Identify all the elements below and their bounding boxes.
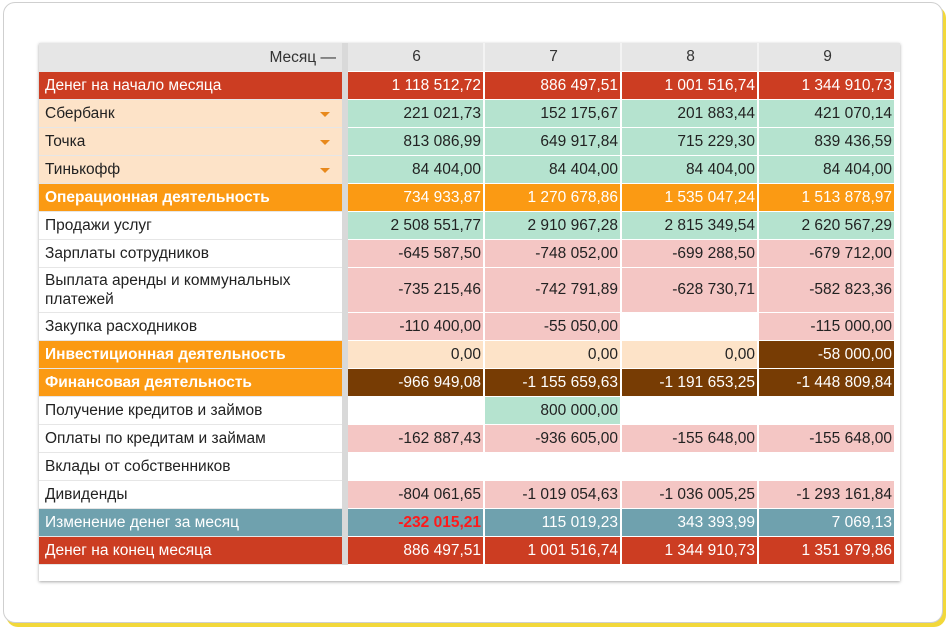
value-cell[interactable]: 2 620 567,29 (759, 212, 894, 240)
value-cell[interactable]: 839 436,59 (759, 128, 894, 156)
table-row-tinkoff (39, 156, 900, 184)
table-row-finance (39, 369, 900, 397)
value-cell[interactable]: -804 061,65 (348, 481, 485, 509)
value-cell[interactable]: -115 000,00 (759, 313, 894, 341)
table-row-tochka (39, 128, 900, 156)
value-cell[interactable]: -1 036 005,25 (622, 481, 759, 509)
row-label-sber[interactable]: Сбербанк (39, 100, 342, 128)
table-row-loans_in (39, 397, 900, 425)
month-header-cell[interactable]: 8 (622, 43, 759, 72)
value-cell[interactable]: 421 070,14 (759, 100, 894, 128)
row-label-salary[interactable]: Зарплаты сотрудников (39, 240, 342, 268)
table-row-supplies (39, 313, 900, 341)
table-row-start (39, 72, 900, 100)
table-row-rent (39, 268, 900, 313)
row-label-dividends[interactable]: Дивиденды (39, 481, 342, 509)
value-cell[interactable]: 0,00 (348, 341, 485, 369)
value-cell[interactable]: 813 086,99 (348, 128, 485, 156)
value-cell[interactable]: 115 019,23 (485, 509, 622, 537)
value-cell[interactable]: 221 021,73 (348, 100, 485, 128)
value-cell[interactable]: -748 052,00 (485, 240, 622, 268)
value-cell[interactable]: 1 344 910,73 (759, 72, 894, 100)
row-label-change[interactable]: Изменение денег за месяц (39, 509, 342, 537)
value-cell[interactable]: -679 712,00 (759, 240, 894, 268)
value-cell[interactable]: 84 404,00 (348, 156, 485, 184)
value-cell[interactable]: -155 648,00 (622, 425, 759, 453)
value-cell[interactable]: -55 050,00 (485, 313, 622, 341)
table-row-sber (39, 100, 900, 128)
value-cell[interactable]: 1 001 516,74 (485, 537, 622, 565)
value-cell[interactable]: 84 404,00 (485, 156, 622, 184)
value-cell[interactable]: 715 229,30 (622, 128, 759, 156)
value-cell[interactable]: -1 191 653,25 (622, 369, 759, 397)
table-row-invest (39, 341, 900, 369)
row-label-sales[interactable]: Продажи услуг (39, 212, 342, 240)
month-header-cell[interactable]: 6 (348, 43, 485, 72)
row-label-invest[interactable]: Инвестиционная деятельность (39, 341, 342, 369)
value-cell[interactable]: 1 001 516,74 (622, 72, 759, 100)
value-cell[interactable]: 2 910 967,28 (485, 212, 622, 240)
dropdown-caret-icon[interactable] (320, 112, 330, 117)
value-cell[interactable]: -936 605,00 (485, 425, 622, 453)
value-cell[interactable]: -735 215,46 (348, 268, 485, 313)
value-cell[interactable]: 886 497,51 (348, 537, 485, 565)
table-row-dividends (39, 481, 900, 509)
value-cell[interactable]: -645 587,50 (348, 240, 485, 268)
row-label-rent[interactable]: Выплата аренды и коммунальных платежей (39, 268, 342, 313)
cashflow-table (39, 43, 900, 581)
table-row-end (39, 537, 900, 565)
value-cell[interactable]: -1 019 054,63 (485, 481, 622, 509)
value-cell[interactable] (759, 453, 894, 481)
value-cell[interactable]: 1 344 910,73 (622, 537, 759, 565)
value-cell[interactable] (348, 397, 485, 425)
value-cell[interactable]: 84 404,00 (622, 156, 759, 184)
value-cell[interactable]: -966 949,08 (348, 369, 485, 397)
value-cell[interactable]: -1 155 659,63 (485, 369, 622, 397)
table-row-oper (39, 184, 900, 212)
value-cell[interactable]: 2 815 349,54 (622, 212, 759, 240)
value-cell[interactable]: 1 118 512,72 (348, 72, 485, 100)
row-label-start[interactable]: Денег на начало месяца (39, 72, 342, 100)
row-label-tochka[interactable]: Точка (39, 128, 342, 156)
row-label-tinkoff[interactable]: Тинькофф (39, 156, 342, 184)
value-cell[interactable] (622, 453, 759, 481)
value-cell[interactable]: 1 535 047,24 (622, 184, 759, 212)
row-label-end[interactable]: Денег на конец месяца (39, 537, 342, 565)
table-row-owners (39, 453, 900, 481)
row-label-finance[interactable]: Финансовая деятельность (39, 369, 342, 397)
table-row-sales (39, 212, 900, 240)
table-row-change (39, 509, 900, 537)
value-cell[interactable]: -58 000,00 (759, 341, 894, 369)
value-cell[interactable]: -1 293 161,84 (759, 481, 894, 509)
value-cell[interactable] (348, 453, 485, 481)
value-cell[interactable]: 84 404,00 (759, 156, 894, 184)
row-label-supplies[interactable]: Закупка расходников (39, 313, 342, 341)
month-header-cell[interactable]: 9 (759, 43, 894, 72)
value-cell[interactable]: -582 823,36 (759, 268, 894, 313)
table-row-salary (39, 240, 900, 268)
table-row-loans_out (39, 425, 900, 453)
value-cell[interactable]: -162 887,43 (348, 425, 485, 453)
value-cell[interactable]: -628 730,71 (622, 268, 759, 313)
value-cell[interactable]: 7 069,13 (759, 509, 894, 537)
value-cell[interactable]: 1 513 878,97 (759, 184, 894, 212)
value-cell[interactable]: 1 270 678,86 (485, 184, 622, 212)
dropdown-caret-icon[interactable] (320, 140, 330, 145)
value-cell[interactable] (622, 397, 759, 425)
value-cell[interactable]: 734 933,87 (348, 184, 485, 212)
value-cell[interactable]: 201 883,44 (622, 100, 759, 128)
value-cell[interactable]: 343 393,99 (622, 509, 759, 537)
row-label-loans_in[interactable]: Получение кредитов и займов (39, 397, 342, 425)
row-label-oper[interactable]: Операционная деятельность (39, 184, 342, 212)
header-row (39, 43, 900, 72)
dropdown-caret-icon[interactable] (320, 168, 330, 173)
value-cell[interactable]: 0,00 (485, 341, 622, 369)
value-cell[interactable]: -232 015,21 (348, 509, 485, 537)
value-cell[interactable]: 649 917,84 (485, 128, 622, 156)
value-cell[interactable]: 152 175,67 (485, 100, 622, 128)
value-cell[interactable]: -699 288,50 (622, 240, 759, 268)
value-cell[interactable]: 886 497,51 (485, 72, 622, 100)
value-cell[interactable]: -110 400,00 (348, 313, 485, 341)
value-cell[interactable]: -1 448 809,84 (759, 369, 894, 397)
value-cell[interactable]: 800 000,00 (485, 397, 622, 425)
row-label-owners[interactable]: Вклады от собственников (39, 453, 342, 481)
value-cell[interactable] (485, 453, 622, 481)
value-cell[interactable]: 0,00 (622, 341, 759, 369)
value-cell[interactable]: -155 648,00 (759, 425, 894, 453)
value-cell[interactable]: 2 508 551,77 (348, 212, 485, 240)
row-label-loans_out[interactable]: Оплаты по кредитам и займам (39, 425, 342, 453)
value-cell[interactable]: -742 791,89 (485, 268, 622, 313)
value-cell[interactable] (759, 397, 894, 425)
value-cell[interactable] (622, 313, 759, 341)
month-header-label: Месяц — (269, 48, 336, 66)
value-cell[interactable]: 1 351 979,86 (759, 537, 894, 565)
month-header-cell[interactable]: 7 (485, 43, 622, 72)
